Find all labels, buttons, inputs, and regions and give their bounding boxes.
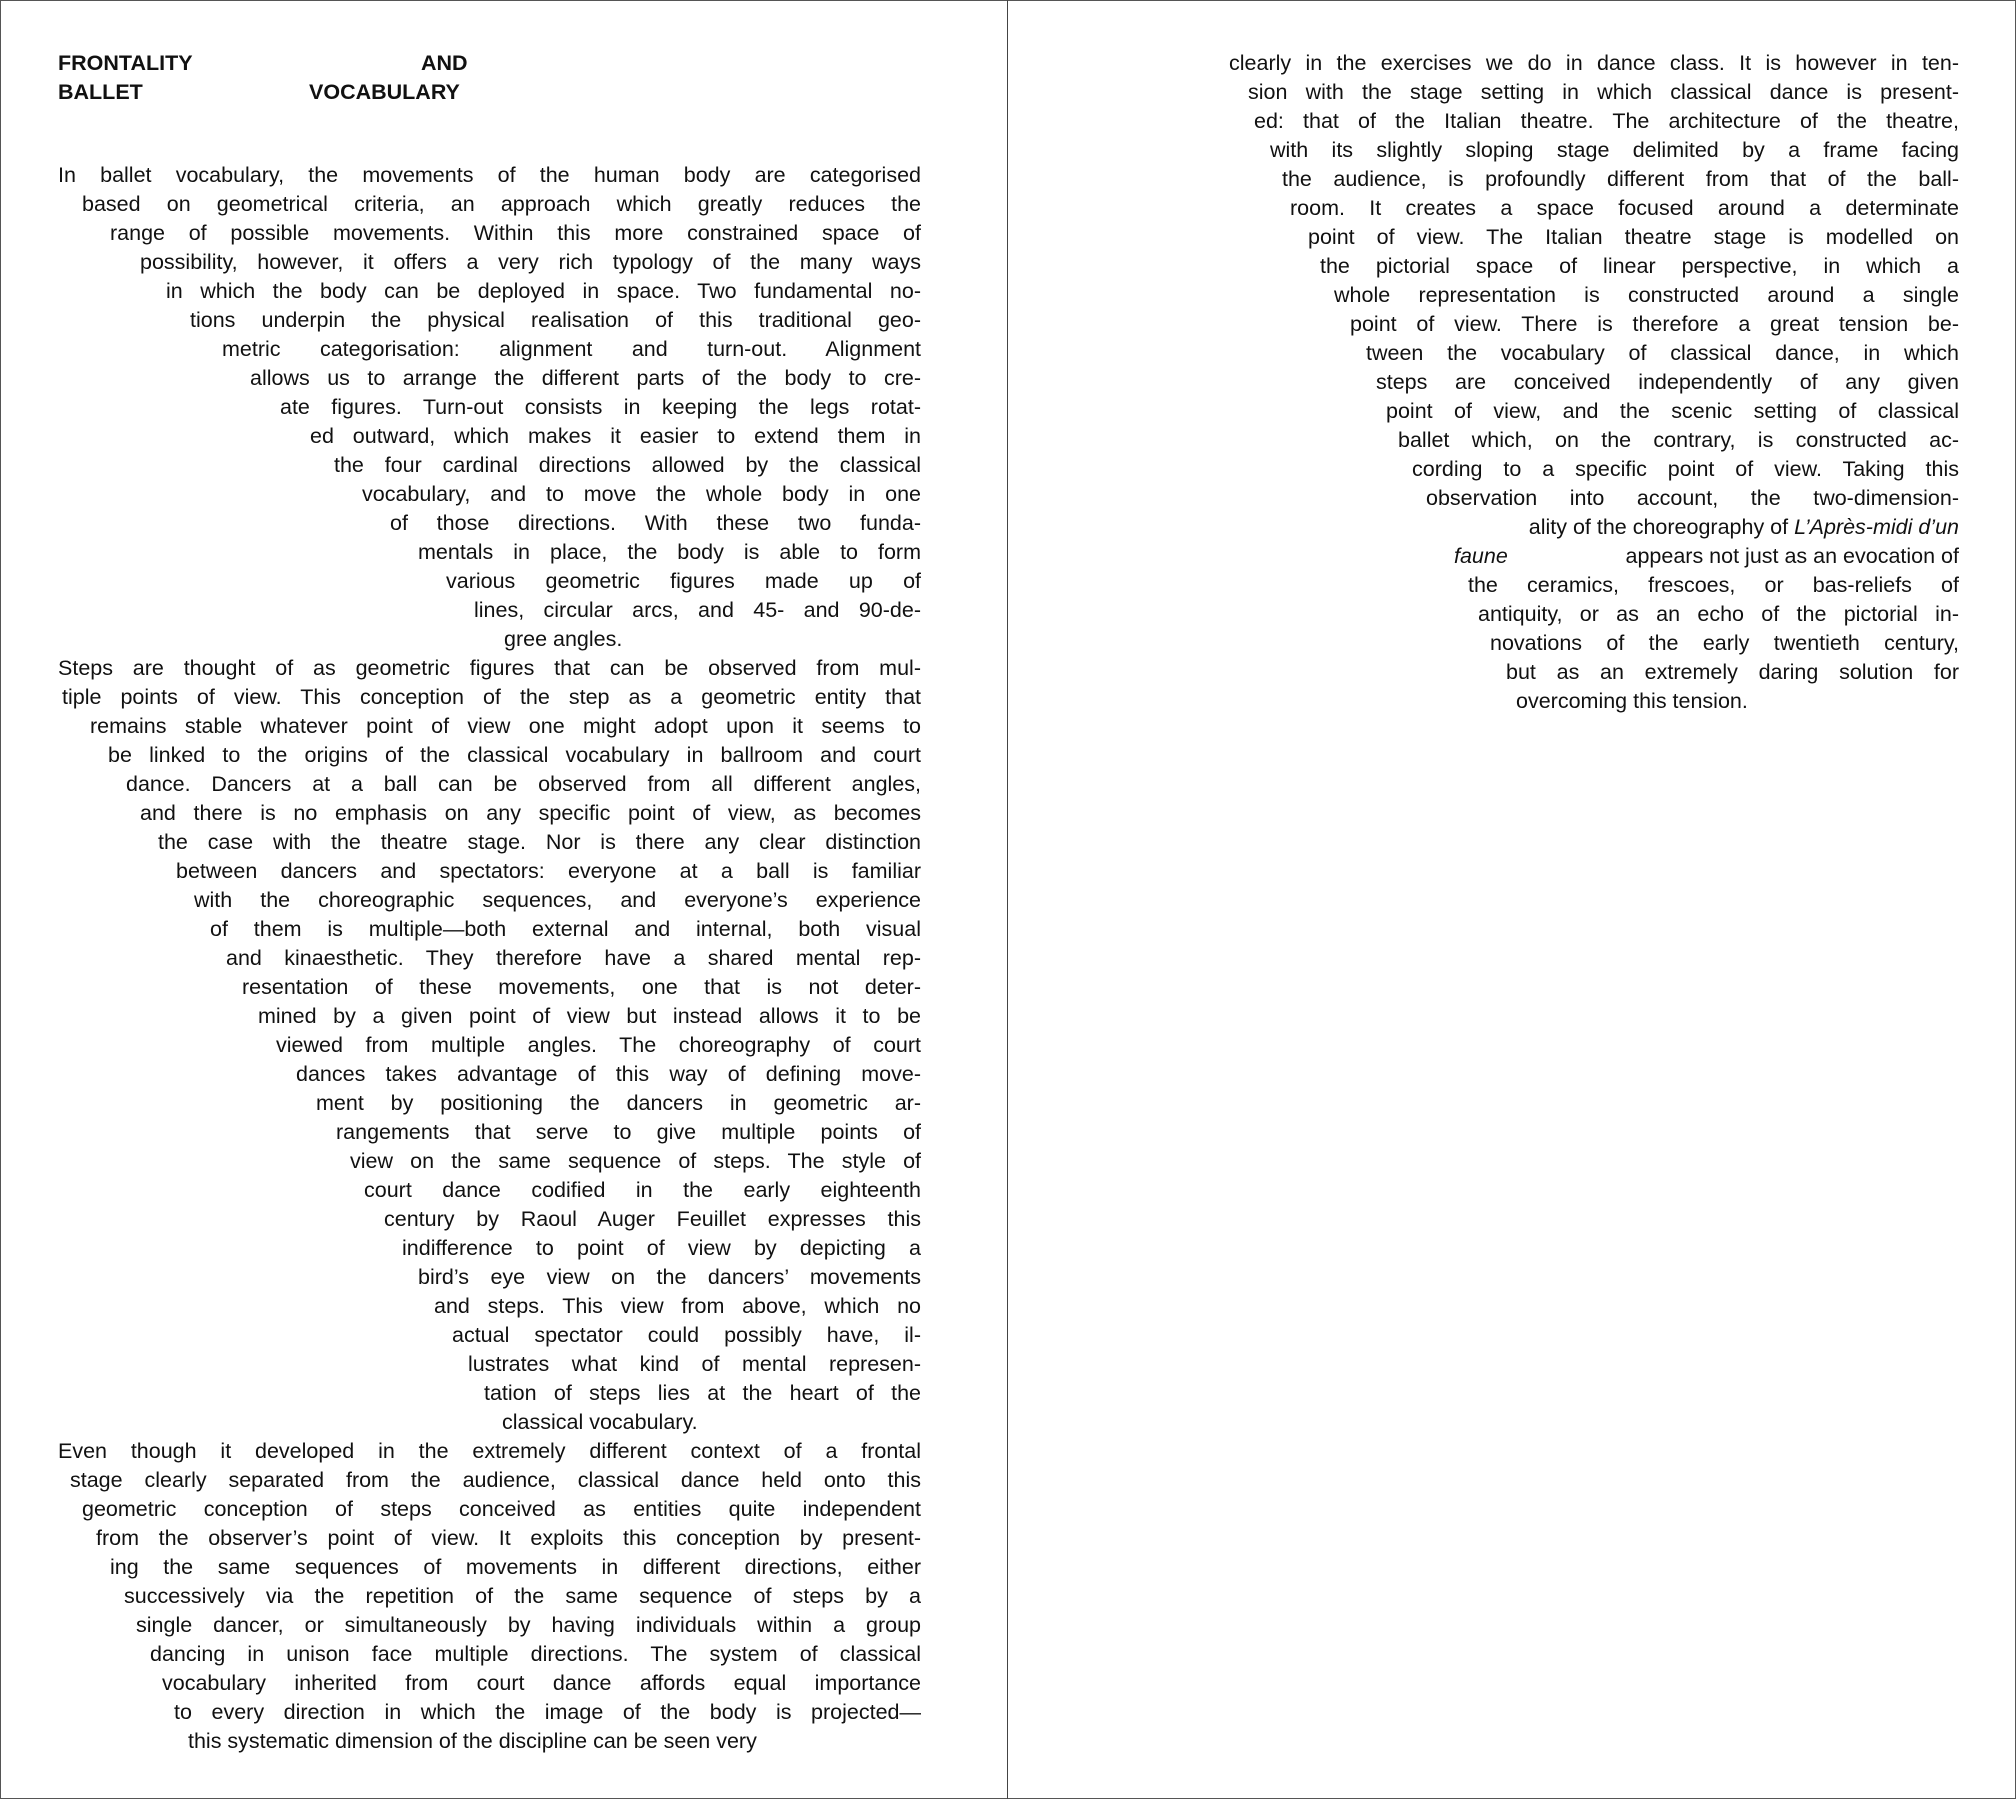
text-line: between dancers and spectators: everyone at a ball is familiar [176,859,921,883]
text-line: to every direction in which the image of the body is projected— [174,1700,921,1724]
text-line: the ceramics, frescoes, or bas-reliefs of [1468,573,1959,597]
text-line: allows us to arrange the different parts of the body to cre- [250,366,921,390]
text-line: from the observer’s point of view. It exploits this conception by present- [96,1526,921,1550]
work-title-italic: faune [1454,544,1508,568]
text-line: actual spectator could possibly have, il- [452,1323,921,1347]
page-gutter [1007,0,1008,1799]
text-line: possibility, however, it offers a very rich typology of the many ways [140,250,921,274]
text-line: range of possible movements. Within this more constrained space of [110,221,921,245]
text-line: overcoming this tension. [1516,689,1748,713]
text-line: point of view. There is therefore a great tension be- [1350,312,1959,336]
text-line: of those directions. With these two funda- [390,511,921,535]
text-line: be linked to the origins of the classical vocabulary in ballroom and court [108,743,921,767]
text-line: rangements that serve to give multiple points of [336,1120,921,1144]
text-line: gree angles. [504,627,623,651]
text-line: Steps are thought of as geometric figures that can be observed from mul- [58,656,921,680]
text-run: ality of the choreography of [1528,515,1795,539]
text-line: dancing in unison face multiple directions. The system of classical [150,1642,921,1666]
text-line: mentals in place, the body is able to form [418,540,921,564]
text-line: the pictorial space of linear perspective, in which a [1320,254,1959,278]
text-line: ment by positioning the dancers in geometric ar- [316,1091,921,1115]
text-line: vocabulary, and to move the whole body in one [362,482,921,506]
text-line: lines, circular arcs, and 45- and 90-de- [474,598,921,622]
text-line: whole representation is constructed around a single [1334,283,1959,307]
text-line: and kinaesthetic. They therefore have a shared mental rep- [226,946,921,970]
text-line: and there is no emphasis on any specific point of view, as becomes [140,801,921,825]
text-line: dances takes advantage of this way of defining move- [296,1062,921,1086]
text-line: novations of the early twentieth century, [1490,631,1959,655]
text-line: geometric conception of steps conceived as entities quite independent [82,1497,921,1521]
text-line: tween the vocabulary of classical dance, in which [1366,341,1959,365]
text-line: with its slightly sloping stage delimited by a frame facing [1270,138,1959,162]
text-line: with the choreographic sequences, and everyone’s experience [194,888,921,912]
text-line: room. It creates a space focused around a determinate [1290,196,1959,220]
text-line: sion with the stage setting in which classical dance is present- [1248,80,1959,104]
text-line: various geometric figures made up of [446,569,921,593]
text-line: ed: that of the Italian theatre. The architecture of the theatre, [1254,109,1959,133]
text-line: classical vocabulary. [502,1410,698,1434]
text-line: this systematic dimension of the discipline can be seen very [188,1729,757,1753]
text-line: remains stable whatever point of view one might adopt upon it seems to [90,714,921,738]
text-line: viewed from multiple angles. The choreography of court [276,1033,921,1057]
heading-and: AND [421,51,468,75]
text-line [1440,513,1959,542]
text-line: appears not just as an evocation of [1625,544,1959,568]
text-line: point of view. The Italian theatre stage is modelled on [1308,225,1959,249]
text-line: ing the same sequences of movements in different directions, either [110,1555,921,1579]
text-line: Even though it developed in the extremely different context of a frontal [58,1439,921,1463]
text-line: single dancer, or simultaneously by having individuals within a group [136,1613,921,1637]
text-line: court dance codified in the early eighteenth [364,1178,921,1202]
text-line: lustrates what kind of mental represen- [468,1352,921,1376]
text-line: antiquity, or as an echo of the pictorial in- [1478,602,1959,626]
text-line: bird’s eye view on the dancers’ movements [418,1265,921,1289]
text-line: cording to a specific point of view. Taking this [1412,457,1959,481]
text-line: point of view, and the scenic setting of classical [1386,399,1959,423]
text-line: ate figures. Turn-out consists in keeping the legs rotat- [280,395,921,419]
text-line: mined by a given point of view but instead allows it to be [258,1004,921,1028]
text-line: observation into account, the two-dimension- [1426,486,1959,510]
text-line: ed outward, which makes it easier to extend them in [310,424,921,448]
text-line: successively via the repetition of the same sequence of steps by a [124,1584,921,1608]
text-line: of them is multiple—both external and internal, both visual [210,917,921,941]
text-line: In ballet vocabulary, the movements of the human body are categorised [58,163,921,187]
text-line: ballet which, on the contrary, is constructed ac- [1398,428,1959,452]
text-line: the case with the theatre stage. Nor is there any clear distinction [158,830,921,854]
work-title-italic: L’Après-midi d’un [1794,515,1959,539]
text-line: but as an extremely daring solution for [1506,660,1959,684]
text-line [1454,542,1508,571]
heading-ballet: BALLET [58,80,143,104]
text-line: the audience, is profoundly different from that of the ball- [1282,167,1959,191]
text-line: resentation of these movements, one that is not deter- [242,975,921,999]
text-line: century by Raoul Auger Feuillet expresses this [384,1207,921,1231]
text-line: view on the same sequence of steps. The style of [350,1149,921,1173]
text-line: indifference to point of view by depicting a [402,1236,921,1260]
text-line: metric categorisation: alignment and turn-out. Alignment [222,337,921,361]
text-line: tions underpin the physical realisation of this traditional geo- [190,308,921,332]
text-line: the four cardinal directions allowed by the classical [334,453,921,477]
heading-frontality: FRONTALITY [58,51,193,75]
text-line: and steps. This view from above, which no [434,1294,921,1318]
text-line: steps are conceived independently of any given [1376,370,1959,394]
text-line: dance. Dancers at a ball can be observed from all different angles, [126,772,921,796]
text-line: in which the body can be deployed in space. Two fundamental no- [166,279,921,303]
text-line: tation of steps lies at the heart of the [484,1381,921,1405]
text-line: stage clearly separated from the audience, classical dance held onto this [70,1468,921,1492]
text-line: tiple points of view. This conception of the step as a geometric entity that [62,685,921,709]
heading-vocabulary: VOCABULARY [309,80,460,104]
text-line: clearly in the exercises we do in dance class. It is however in ten- [1229,51,1959,75]
text-line: based on geometrical criteria, an approach which greatly reduces the [82,192,921,216]
text-line: vocabulary inherited from court dance affords equal importance [162,1671,921,1695]
